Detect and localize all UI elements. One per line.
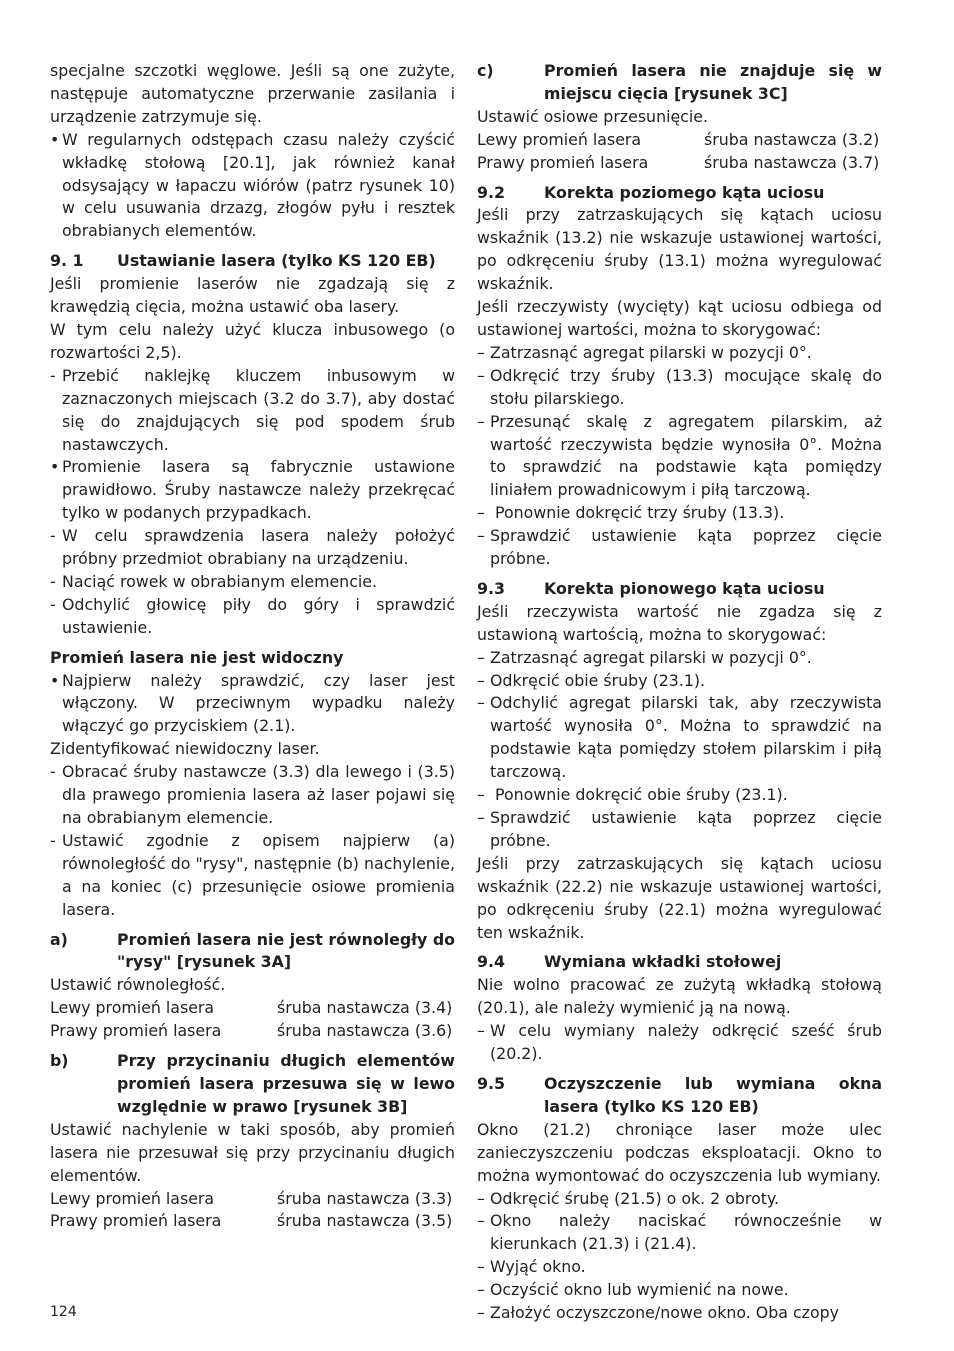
- subheading-title: Promień lasera nie jest widoczny: [50, 647, 344, 667]
- list-item: [477, 411, 888, 503]
- paragraph: Ustawić osiowe przesunięcie.: [477, 106, 708, 126]
- dash-marker: –: [477, 1188, 485, 1208]
- list-item: [477, 1188, 882, 1211]
- section-number: 9.4: [477, 952, 505, 972]
- row-label: Lewy promień lasera: [477, 129, 642, 149]
- row-value: śruba nastawcza (3.2): [704, 129, 880, 149]
- dash-marker: –: [477, 647, 485, 667]
- list-marker: •: [50, 457, 60, 477]
- section-number: c): [477, 61, 494, 80]
- adjustment-table: [50, 997, 455, 1043]
- table-row: [50, 1210, 455, 1233]
- section-heading-9-2: [477, 182, 882, 205]
- list: [50, 365, 455, 640]
- row-label: Prawy promień lasera: [50, 1021, 222, 1041]
- section-title: Promień lasera nie jest równoległy do "rysy" [rysunek 3A]: [117, 929, 455, 972]
- list-item: [50, 571, 455, 594]
- list-item: [50, 365, 455, 457]
- list-item: [50, 525, 455, 571]
- paragraph: Okno (21.2) chroniące laser może ulec zanieczyszczeniu podczas eksploatacji. Okno to można wymontować do oczyszczenia lub wymiany.: [477, 1119, 882, 1185]
- list-item: [477, 1256, 882, 1279]
- row-value: śruba nastawcza (3.6): [277, 1021, 453, 1041]
- paragraph: Jeśli rzeczywista wartość nie zgadza się z ustawioną wartością, można to skorygować:: [477, 601, 882, 644]
- list-item-text: W celu sprawdzenia lasera należy położyć próbny przedmiot obrabiany na urządzeniu.: [62, 526, 455, 569]
- list-item: [477, 647, 882, 670]
- dash-marker: –: [477, 1211, 485, 1231]
- section-title: Wymiana wkładki stołowej: [544, 952, 782, 972]
- section-title: Przy przycinaniu długich elementów promień lasera przesuwa się w lewo względnie w prawo [rysunek 3B]: [117, 1051, 455, 1116]
- row-value: śruba nastawcza (3.4): [277, 998, 453, 1018]
- list-item: [477, 807, 888, 853]
- section-title: Oczyszczenie lub wymiana okna lasera (tylko KS 120 EB): [544, 1073, 882, 1116]
- dash-marker: –: [477, 1257, 485, 1277]
- adjustment-table: [477, 129, 882, 175]
- dash-marker: –: [477, 411, 485, 431]
- paragraph: Zidentyfikować niewidoczny laser.: [50, 739, 320, 759]
- list: [477, 1020, 888, 1066]
- list-item: [50, 594, 455, 640]
- list-item-text: Promienie lasera są fabrycznie ustawione prawidłowo. Śruby nastawcze należy przekręcać tylko w podanych przypadkach.: [62, 457, 455, 523]
- section-heading-9-1: [50, 250, 455, 273]
- dash-marker: –: [477, 503, 485, 523]
- table-row: [477, 152, 882, 175]
- bullet-text: Najpierw należy sprawdzić, czy laser jest włączony. W przeciwnym wypadku należy włączyć go przyciskiem (2.1).: [62, 670, 455, 736]
- paragraph: Jeśli przy zatrzaskujących się kątach uciosu wskaźnik (13.2) nie wskazuje ustawionej wartości, po odkręceniu śruby (13.1) można wyregulować wskaźnik.: [477, 205, 882, 294]
- list-item: [477, 342, 882, 365]
- row-label: Prawy promień lasera: [477, 152, 649, 172]
- list-item-text: Założyć oczyszczone/nowe okno. Oba czopy: [490, 1303, 839, 1323]
- list-item: [50, 761, 455, 830]
- list: [477, 1188, 888, 1325]
- left-column: [50, 60, 455, 1233]
- section-heading-9-4: [477, 951, 882, 974]
- list-item-text: Odkręcić obie śruby (23.1).: [490, 670, 706, 690]
- list-item: [477, 670, 882, 693]
- list-item-text: Zatrzasnąć agregat pilarski w pozycji 0°.: [490, 342, 812, 362]
- section-heading-9-3: [477, 578, 882, 601]
- bullet-marker: •: [50, 670, 60, 690]
- list-item-text: Ponownie dokręcić trzy śruby (13.3).: [490, 503, 785, 523]
- list-item: [50, 456, 455, 525]
- list-marker: -: [50, 571, 56, 591]
- list-item-text: Naciąć rowek w obrabianym elemencie.: [62, 571, 378, 591]
- paragraph: Jeśli promienie laserów nie zgadzają się z krawędzią cięcia, można ustawić oba lasery.: [50, 274, 455, 317]
- list-item-text: Przesunąć skalę z agregatem pilarskim, aż wartość rzeczywista będzie wynosiła 0°. Można to sprawdzić na podstawie kąta pomiędzy liniałem prowadnicowym i piłą tarczową.: [490, 411, 888, 500]
- list-item-text: Sprawdzić ustawienie kąta poprzez cięcie próbne.: [490, 526, 888, 569]
- section-heading-a: [50, 929, 455, 975]
- list-item: [50, 830, 455, 922]
- list-item-text: Wyjąć okno.: [490, 1257, 586, 1277]
- list-marker: -: [50, 526, 56, 546]
- table-row: [477, 129, 882, 152]
- dash-marker: –: [477, 1303, 485, 1323]
- list-item-text: Okno należy naciskać równocześnie w kierunkach (21.3) i (21.4).: [490, 1211, 888, 1254]
- paragraph: Ustawić nachylenie w taki sposób, aby promień lasera nie przesuwał się przy przycinaniu długich elementów.: [50, 1119, 455, 1185]
- table-row: [50, 997, 455, 1020]
- section-number: b): [50, 1051, 69, 1071]
- list-item: [477, 1279, 882, 1302]
- list-item-text: Odchylić agregat pilarski tak, aby rzeczywista wartość wynosiła 0°. Można to sprawdzić na podstawie kąta pomiędzy stołem pilarskim i piłą tarczową.: [490, 693, 888, 782]
- list-marker: -: [50, 762, 56, 782]
- table-row: [50, 1188, 455, 1211]
- paragraph: Nie wolno pracować ze zużytą wkładką stołową (20.1), ale należy wymienić ją na nową.: [477, 975, 882, 1018]
- dash-marker: –: [477, 526, 485, 546]
- dash-marker: –: [477, 1021, 485, 1041]
- section-title: Promień lasera nie znajduje się w miejscu cięcia [rysunek 3C]: [544, 61, 882, 103]
- dash-marker: –: [477, 670, 485, 690]
- row-value: śruba nastawcza (3.5): [277, 1211, 453, 1231]
- paragraph: Ustawić równoległość.: [50, 975, 226, 995]
- page-number: 124: [50, 1304, 77, 1320]
- section-heading-9-5: [477, 1073, 882, 1119]
- right-column: [477, 60, 888, 1325]
- list: [477, 342, 888, 571]
- list-item: [477, 784, 882, 807]
- list-item: [477, 365, 888, 411]
- list-marker: -: [50, 594, 56, 614]
- bullet-item: [50, 129, 455, 244]
- dash-marker: –: [477, 785, 485, 805]
- bullet-item: [50, 670, 455, 739]
- list-item: [477, 692, 888, 784]
- list-item-text: Ponownie dokręcić obie śruby (23.1).: [490, 785, 788, 805]
- list-item-text: Sprawdzić ustawienie kąta poprzez cięcie próbne.: [490, 808, 888, 850]
- list: [477, 647, 888, 853]
- list-item: [477, 525, 888, 571]
- dash-marker: –: [477, 693, 485, 713]
- paragraph: W tym celu należy użyć klucza inbusowego (o rozwartości 2,5).: [50, 319, 455, 362]
- row-label: Lewy promień lasera: [50, 1188, 215, 1208]
- paragraph: Jeśli rzeczywisty (wycięty) kąt uciosu odbiega od ustawionej wartości, można to skorygować:: [477, 297, 882, 339]
- paragraph: Jeśli przy zatrzaskujących się kątach uciosu wskaźnik (22.2) nie wskazuje ustawionej wartości, po odkręceniu śruby (22.1) można wyregulować ten wskaźnik.: [477, 853, 882, 942]
- dash-marker: –: [477, 365, 485, 385]
- list-item-text: Obracać śruby nastawcze (3.3) dla lewego i (3.5) dla prawego promienia lasera aż laser pojawi się na obrabianym elemencie.: [62, 762, 455, 827]
- section-heading-c: [477, 60, 882, 106]
- adjustment-table: [50, 1188, 455, 1234]
- row-label: Prawy promień lasera: [50, 1211, 222, 1231]
- section-number: 9. 1: [50, 251, 84, 271]
- dash-marker: –: [477, 808, 485, 827]
- row-value: śruba nastawcza (3.7): [704, 152, 880, 172]
- section-title: Ustawianie lasera (tylko KS 120 EB): [117, 251, 436, 271]
- list-marker: -: [50, 830, 56, 850]
- list-item: [477, 502, 882, 525]
- list-item-text: Przebić naklejkę kluczem inbusowym w zaznaczonych miejscach (3.2 do 3.7), aby dostać się do znajdujących się pod spodem śrub nastawczych.: [62, 365, 455, 454]
- section-title: Korekta poziomego kąta uciosu: [544, 182, 825, 202]
- list-item: [477, 1302, 882, 1325]
- section-number: 9.5: [477, 1073, 505, 1093]
- list-item: [477, 1020, 888, 1066]
- list-item-text: W celu wymiany należy odkręcić sześć śrub (20.2).: [490, 1021, 888, 1064]
- subheading-invisible-laser: [50, 647, 455, 670]
- list-item-text: Odkręcić trzy śruby (13.3) mocujące skalę do stołu pilarskiego.: [490, 365, 888, 408]
- row-label: Lewy promień lasera: [50, 998, 215, 1018]
- row-value: śruba nastawcza (3.3): [277, 1188, 453, 1208]
- list-item-text: Zatrzasnąć agregat pilarski w pozycji 0°.: [490, 647, 812, 667]
- section-heading-b: [50, 1050, 455, 1119]
- section-number: 9.2: [477, 182, 505, 202]
- section-number: 9.3: [477, 578, 505, 598]
- list-marker: -: [50, 365, 56, 385]
- table-row: [50, 1020, 455, 1043]
- list-item-text: Odkręcić śrubę (21.5) o ok. 2 obroty.: [490, 1188, 780, 1208]
- list: [50, 761, 455, 921]
- list-item: [477, 1210, 888, 1256]
- list-item-text: Odchylić głowicę piły do góry i sprawdzić ustawienie.: [62, 594, 455, 637]
- list-item-text: Oczyścić okno lub wymienić na nowe.: [490, 1280, 789, 1300]
- bullet-marker: •: [50, 129, 60, 149]
- intro-paragraph: specjalne szczotki węglowe. Jeśli są one zużyte, następuje automatyczne przerwanie zasilania i urządzenie zatrzymuje się.: [50, 61, 455, 126]
- list-item-text: Ustawić zgodnie z opisem najpierw (a) równoległość do "rysy", następnie (b) nachylenie, a na koniec (c) przesunięcie osiowe promienia lasera.: [62, 830, 455, 919]
- dash-marker: –: [477, 342, 485, 362]
- section-title: Korekta pionowego kąta uciosu: [544, 578, 825, 598]
- bullet-text: W regularnych odstępach czasu należy czyścić wkładkę stołową [20.1], jak również kanał odsysający w łapaczu wiórów (patrz rysunek 10) w celu usuwania drzazg, złogów pyłu i resztek obrabianych elementów.: [62, 129, 455, 241]
- dash-marker: –: [477, 1280, 485, 1300]
- section-number: a): [50, 929, 68, 949]
